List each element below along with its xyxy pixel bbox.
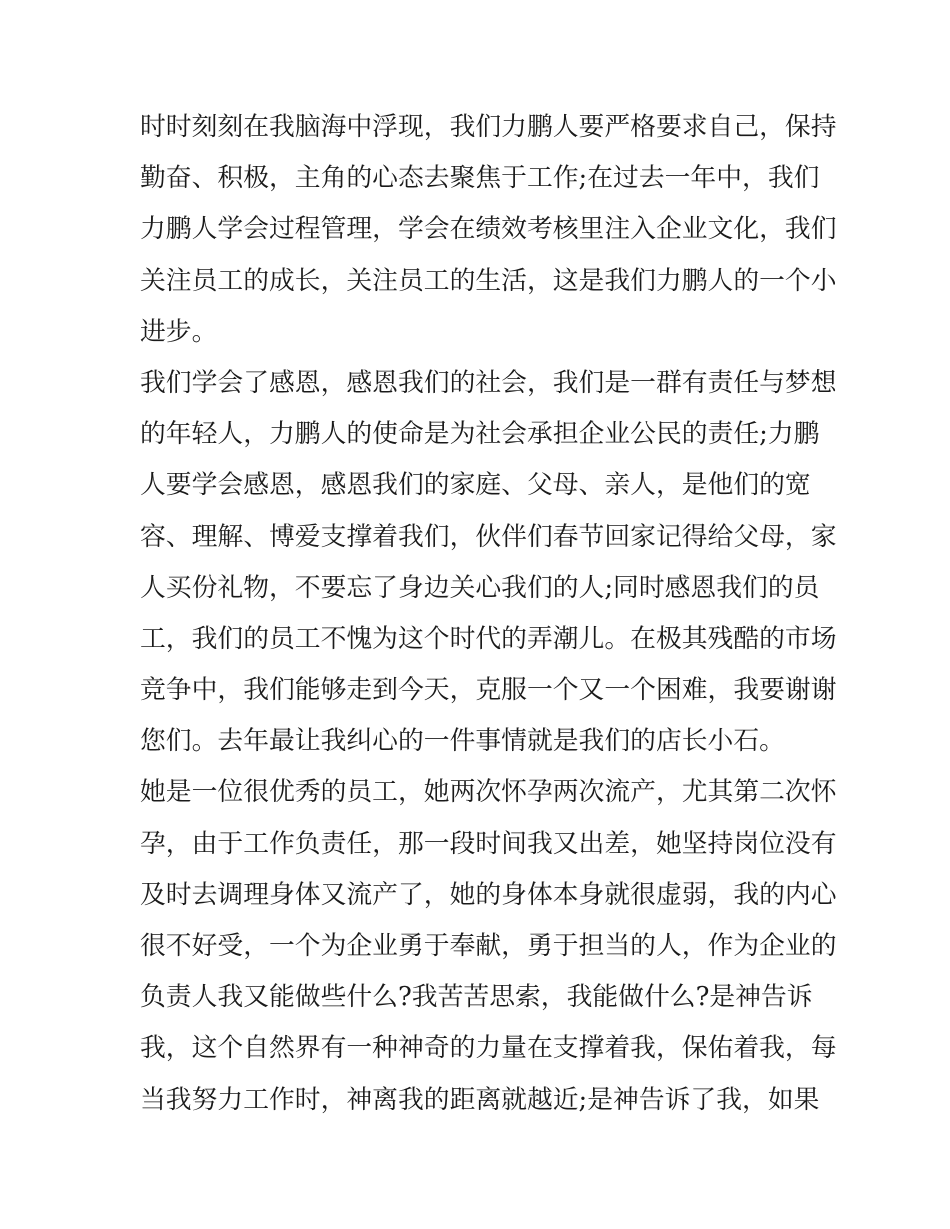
- text-line: 我，这个自然界有一种神奇的力量在支撑着我，保佑着我，每: [140, 1033, 837, 1064]
- document-body: [140, 102, 840, 1126]
- text-line: 很不好受，一个为企业勇于奉献，勇于担当的人，作为企业的: [140, 931, 837, 961]
- text-line: 的年轻人，力鹏人的使命是为社会承担企业公民的责任;力鹏: [140, 419, 820, 450]
- text-line: 她是一位很优秀的员工，她两次怀孕两次流产，尤其第二次怀: [140, 777, 837, 808]
- text-line: 进步。: [140, 316, 218, 347]
- text-line: 容、理解、博爱支撑着我们，伙伴们春节回家记得给父母，家: [140, 521, 837, 552]
- text-line: 人买份礼物，不要忘了身边关心我们的人;同时感恩我们的员: [140, 572, 820, 603]
- text-line: 及时去调理身体又流产了，她的身体本身就很虚弱，我的内心: [140, 879, 837, 910]
- text-line: 孕，由于工作负责任，那一段时间我又出差，她坚持岗位没有: [140, 828, 837, 859]
- text-line: 时时刻刻在我脑海中浮现，我们力鹏人要严格要求自己，保持: [140, 112, 837, 142]
- text-line: 您们。去年最让我纠心的一件事情就是我们的店长小石。: [140, 726, 785, 757]
- text-line: 力鹏人学会过程管理，学会在绩效考核里注入企业文化，我们: [140, 214, 837, 245]
- text-line: 我们学会了感恩，感恩我们的社会，我们是一群有责任与梦想: [140, 367, 837, 398]
- text-line: 负责人我又能做些什么?我苦苦思索，我能做什么?是神告诉: [140, 982, 813, 1013]
- text-line: 工，我们的员工不愧为这个时代的弄潮儿。在极其残酷的市场: [140, 623, 837, 654]
- text-line: 竞争中，我们能够走到今天，克服一个又一个困难，我要谢谢: [140, 675, 837, 706]
- text-line: 关注员工的成长，关注员工的生活，这是我们力鹏人的一个小: [140, 265, 837, 296]
- text-line: 勤奋、积极，主角的心态去聚焦于工作;在过去一年中，我们: [140, 163, 820, 194]
- text-line: 人要学会感恩，感恩我们的家庭、父母、亲人，是他们的宽: [140, 470, 811, 501]
- text-line: 当我努力工作时，神离我的距离就越近;是神告诉了我，如果: [140, 1084, 820, 1115]
